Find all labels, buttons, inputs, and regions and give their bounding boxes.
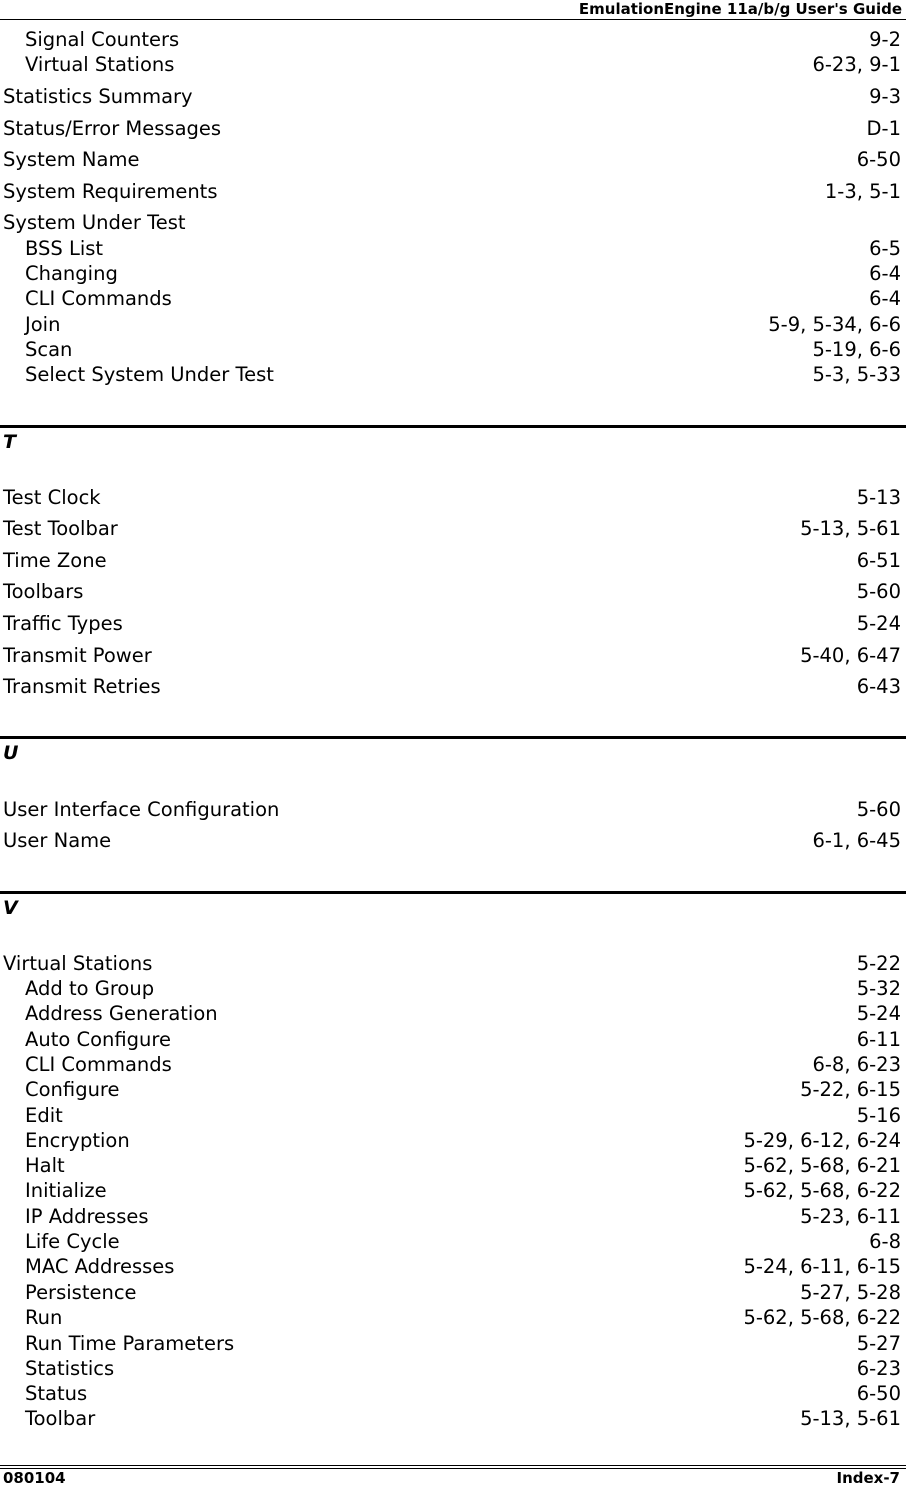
footer-rule	[0, 1465, 906, 1466]
index-term: Status/Error Messages	[3, 117, 222, 140]
index-term: Select System Under Test	[25, 363, 274, 386]
index-term: Traffic Types	[3, 612, 123, 635]
index-pages: 6-50	[856, 148, 901, 171]
index-entry	[0, 580, 901, 604]
section-letter-t: T	[3, 431, 16, 453]
index-subentry	[25, 1129, 901, 1153]
index-pages: 5-29, 6-12, 6-24	[743, 1129, 901, 1152]
index-subentry	[25, 28, 901, 52]
index-pages: 1-3, 5-1	[824, 180, 901, 203]
index-pages: 5-16	[856, 1104, 901, 1127]
index-pages: 5-24	[856, 612, 901, 635]
index-term: CLI Commands	[25, 287, 172, 310]
index-entry	[0, 549, 901, 573]
index-pages: 5-27	[856, 1332, 901, 1355]
index-entry	[0, 612, 901, 636]
index-subentry	[25, 1078, 901, 1102]
index-pages: 5-22	[856, 952, 901, 975]
index-subentry	[25, 338, 901, 362]
index-term: Statistics	[25, 1357, 115, 1380]
index-pages: 5-24, 6-11, 6-15	[743, 1255, 901, 1278]
index-term: Virtual Stations	[25, 53, 175, 76]
index-term: Test Clock	[3, 486, 101, 509]
index-term: Persistence	[25, 1281, 137, 1304]
index-term: System Requirements	[3, 180, 218, 203]
index-entry	[0, 829, 901, 853]
index-entry	[0, 211, 901, 235]
index-subentry	[25, 1154, 901, 1178]
index-subentry	[25, 53, 901, 77]
index-pages: 5-62, 5-68, 6-22	[743, 1306, 901, 1329]
index-entry	[0, 675, 901, 699]
index-pages: 5-19, 6-6	[812, 338, 901, 361]
index-term: User Interface Configuration	[3, 798, 280, 821]
index-pages: 5-27, 5-28	[800, 1281, 901, 1304]
index-pages: 6-50	[856, 1382, 901, 1405]
index-pages: 6-23	[856, 1357, 901, 1380]
index-term: Edit	[25, 1104, 63, 1127]
index-subentry	[25, 237, 901, 261]
index-pages: 5-13, 5-61	[800, 1407, 901, 1430]
index-subentry	[25, 1053, 901, 1077]
index-pages: 5-22, 6-15	[800, 1078, 901, 1101]
index-term: Transmit Retries	[3, 675, 161, 698]
index-term: Changing	[25, 262, 118, 285]
index-pages: 6-8	[869, 1230, 901, 1253]
index-entry	[0, 517, 901, 541]
index-subentry	[25, 1028, 901, 1052]
index-pages: 5-60	[856, 580, 901, 603]
index-pages: 5-24	[856, 1002, 901, 1025]
index-term: Test Toolbar	[3, 517, 118, 540]
index-term: Halt	[25, 1154, 65, 1177]
index-pages: 5-9, 5-34, 6-6	[768, 313, 901, 336]
index-term: System Under Test	[3, 211, 186, 234]
index-pages: 5-32	[856, 977, 901, 1000]
index-term: Time Zone	[3, 549, 107, 572]
index-subentry	[25, 363, 901, 387]
index-entry	[0, 180, 901, 204]
index-entry	[0, 117, 901, 141]
index-subentry	[25, 1382, 901, 1406]
index-pages: D-1	[866, 117, 901, 140]
index-term: BSS List	[25, 237, 104, 260]
index-term: Toolbars	[3, 580, 84, 603]
index-entry	[0, 644, 901, 668]
index-pages: 6-4	[869, 262, 901, 285]
index-term: Virtual Stations	[3, 952, 153, 975]
footer-rule	[0, 1468, 906, 1469]
index-pages: 9-3	[869, 85, 901, 108]
index-pages: 5-62, 5-68, 6-21	[743, 1154, 901, 1177]
index-term: Statistics Summary	[3, 85, 193, 108]
index-subentry	[25, 313, 901, 337]
section-letter-u: U	[3, 742, 19, 764]
index-subentry	[25, 1332, 901, 1356]
index-subentry	[25, 1357, 901, 1381]
index-term: Transmit Power	[3, 644, 152, 667]
page-header-title: EmulationEngine 11a/b/g User's Guide	[578, 0, 902, 18]
section-rule-u	[0, 736, 906, 739]
index-subentry	[25, 1230, 901, 1254]
index-pages: 9-2	[869, 28, 901, 51]
index-entry	[0, 798, 901, 822]
index-pages: 6-23, 9-1	[812, 53, 901, 76]
index-term: Add to Group	[25, 977, 155, 1000]
index-subentry	[25, 977, 901, 1001]
index-term: IP Addresses	[25, 1205, 149, 1228]
section-letter-v: V	[3, 897, 18, 919]
footer-page-number: Index-7	[836, 1469, 900, 1487]
index-pages: 6-4	[869, 287, 901, 310]
index-entry	[0, 952, 901, 976]
index-term: Initialize	[25, 1179, 107, 1202]
index-term: Scan	[25, 338, 73, 361]
index-subentry	[25, 1407, 901, 1431]
index-pages: 6-5	[869, 237, 901, 260]
index-subentry	[25, 1255, 901, 1279]
index-subentry	[25, 262, 901, 286]
index-term: Run	[25, 1306, 63, 1329]
index-subentry	[25, 1104, 901, 1128]
index-subentry	[25, 1179, 901, 1203]
section-rule-v	[0, 891, 906, 894]
index-pages: 5-60	[856, 798, 901, 821]
index-term: Signal Counters	[25, 28, 180, 51]
index-term: System Name	[3, 148, 140, 171]
index-pages: 6-1, 6-45	[812, 829, 901, 852]
footer-doc-number: 080104	[3, 1469, 66, 1487]
index-term: Life Cycle	[25, 1230, 120, 1253]
index-subentry	[25, 1002, 901, 1026]
index-pages: 6-43	[856, 675, 901, 698]
index-term: Auto Configure	[25, 1028, 171, 1051]
index-pages: 5-13	[856, 486, 901, 509]
index-subentry	[25, 287, 901, 311]
index-pages: 6-51	[856, 549, 901, 572]
index-subentry	[25, 1306, 901, 1330]
index-term: Address Generation	[25, 1002, 218, 1025]
index-pages: 6-11	[856, 1028, 901, 1051]
index-term: Configure	[25, 1078, 120, 1101]
index-pages: 5-3, 5-33	[812, 363, 901, 386]
index-term: User Name	[3, 829, 112, 852]
index-subentry	[25, 1281, 901, 1305]
index-entry	[0, 85, 901, 109]
index-term: Run Time Parameters	[25, 1332, 235, 1355]
index-subentry	[25, 1205, 901, 1229]
index-pages: 5-40, 6-47	[800, 644, 901, 667]
index-pages: 5-62, 5-68, 6-22	[743, 1179, 901, 1202]
index-term: Toolbar	[25, 1407, 96, 1430]
index-entry	[0, 486, 901, 510]
index-pages: 5-13, 5-61	[800, 517, 901, 540]
index-term: MAC Addresses	[25, 1255, 175, 1278]
index-term: Join	[25, 313, 61, 336]
header-rule	[0, 19, 906, 20]
index-pages: 5-23, 6-11	[800, 1205, 901, 1228]
index-term: Encryption	[25, 1129, 130, 1152]
section-rule-t	[0, 425, 906, 428]
index-term: Status	[25, 1382, 88, 1405]
index-term: CLI Commands	[25, 1053, 172, 1076]
index-entry	[0, 148, 901, 172]
index-pages: 6-8, 6-23	[812, 1053, 901, 1076]
